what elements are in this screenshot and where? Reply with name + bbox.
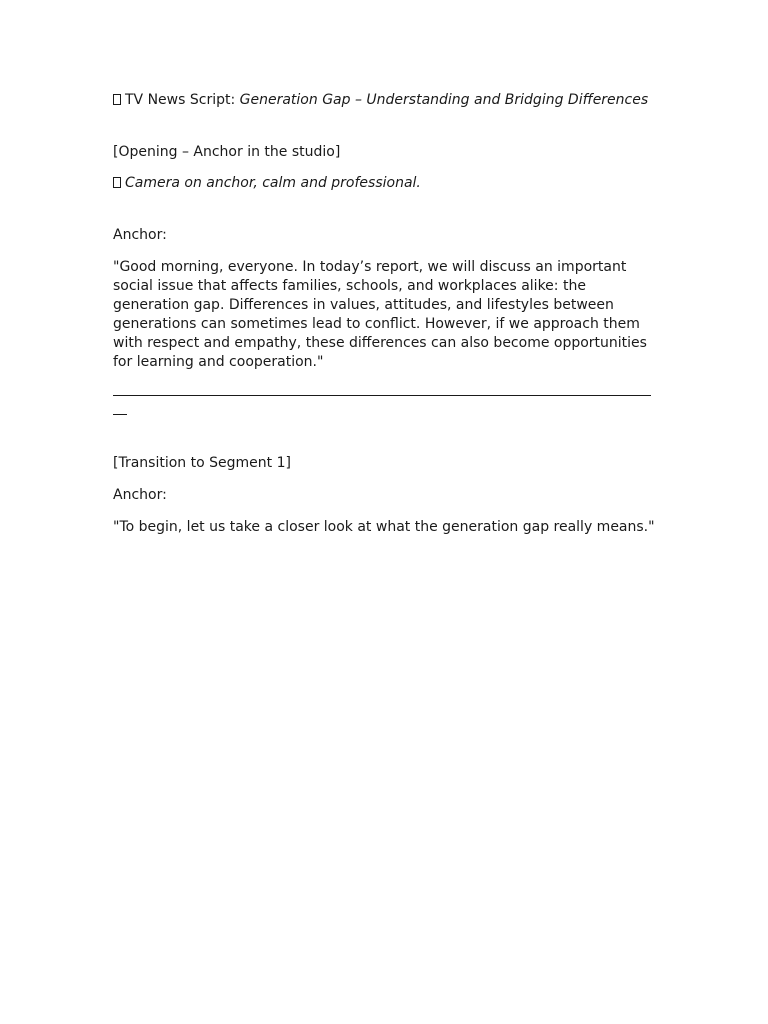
script-title (113, 91, 658, 110)
camera-note-text: Camera on anchor, calm and professional. (125, 175, 421, 191)
anchor-opening-dialogue: "Good morning, everyone. In today’s report, we will discuss an important social issue that affects families, schools, and workplaces alike: the generation gap. Differences in values, attitudes, and lifestyles between generations can sometimes lead to conflict. However, if we approach them with respect and empathy, these differences can also become opportunities for learning and cooperation." (113, 259, 647, 370)
title-prefix: TV News Script: (125, 92, 240, 108)
anchor-speaker-label: Anchor: (113, 227, 167, 243)
section-divider-tail (113, 414, 127, 415)
transition-dialogue: "To begin, let us take a closer look at what the generation gap really means." (113, 519, 655, 535)
opening-cue: [Opening – Anchor in the studio] (113, 144, 341, 160)
section-divider (113, 395, 651, 396)
camera-icon (113, 177, 121, 188)
tv-icon (113, 94, 121, 105)
transition-cue: [Transition to Segment 1] (113, 455, 291, 471)
camera-note (113, 174, 658, 193)
title-subject: Generation Gap – Understanding and Bridging Differences (239, 92, 649, 108)
transition-speaker-label: Anchor: (113, 487, 167, 503)
